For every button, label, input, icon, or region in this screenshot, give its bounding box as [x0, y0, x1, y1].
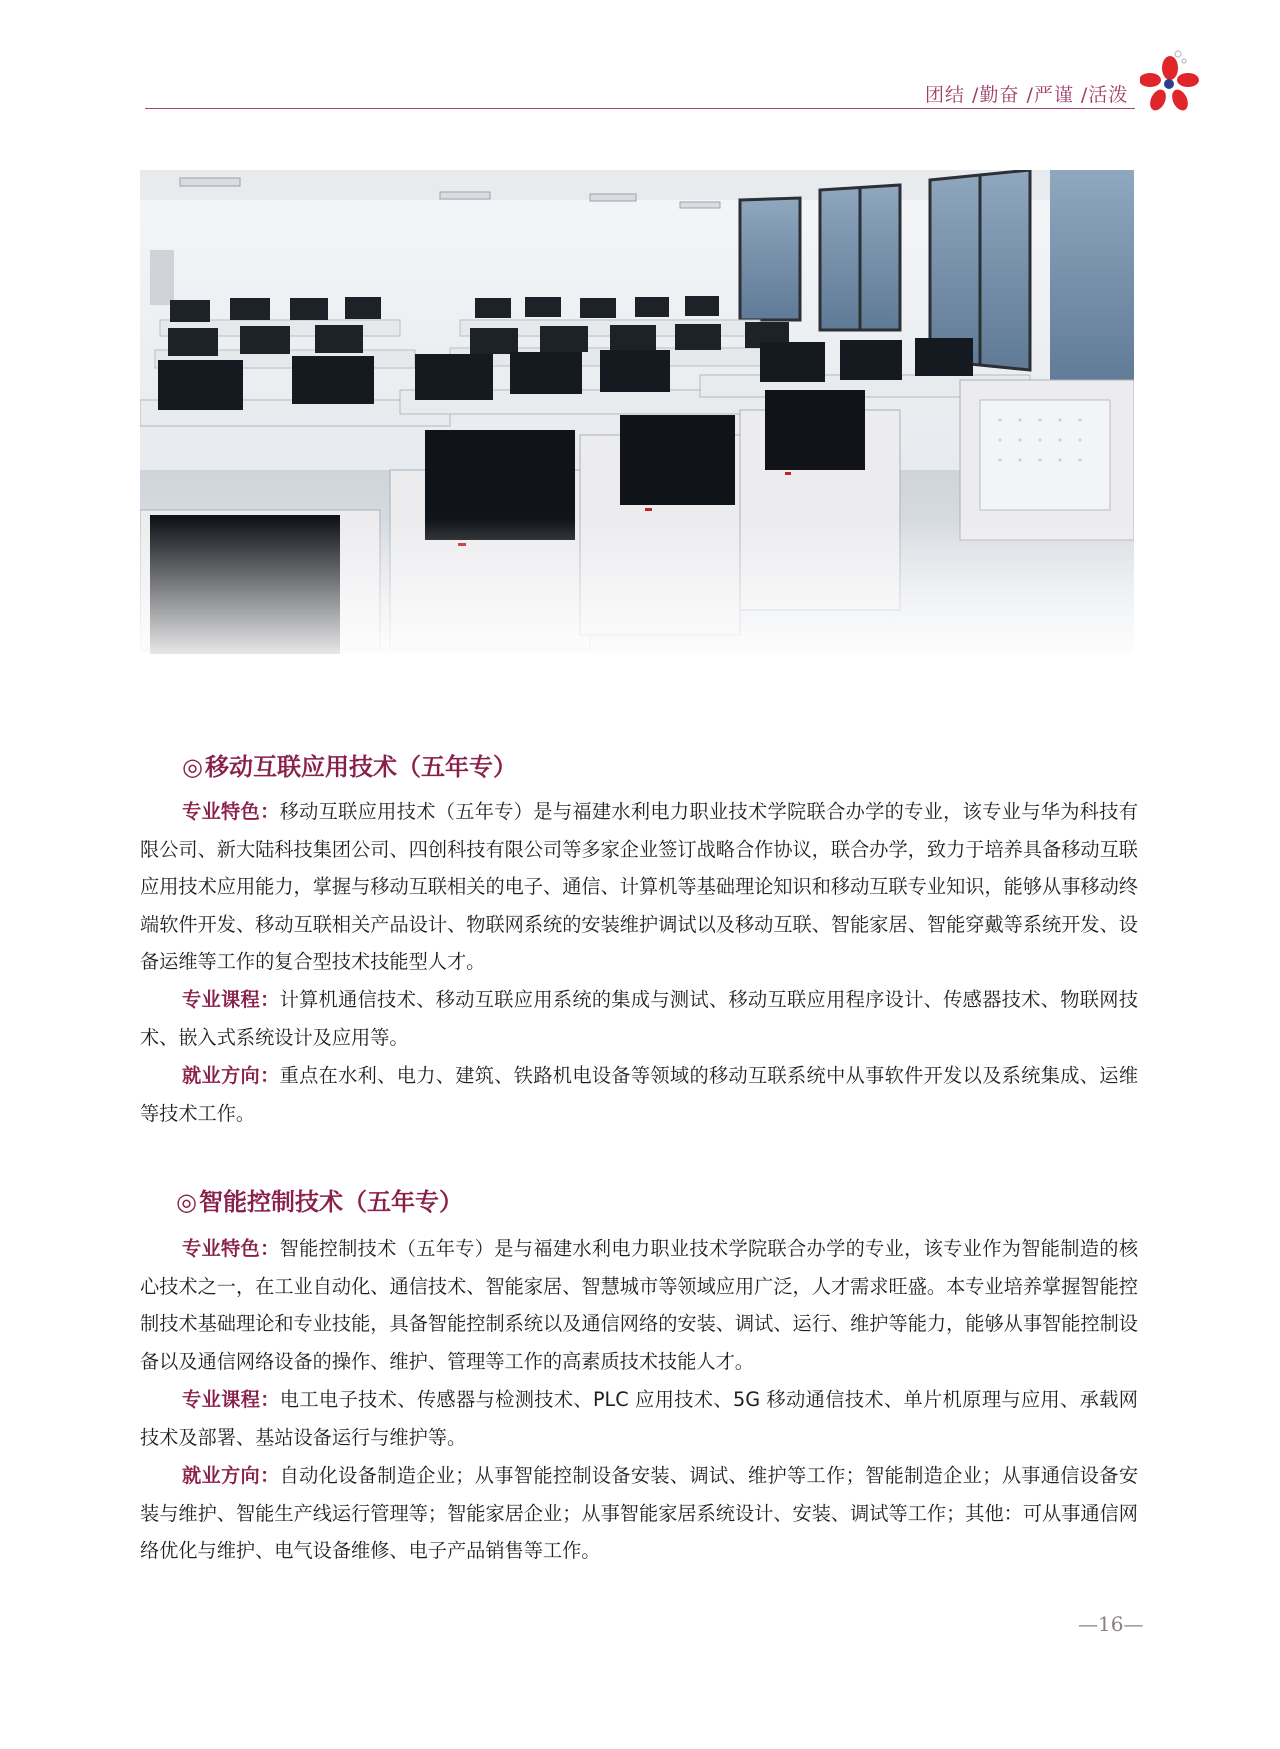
paragraph-label: 就业方向：	[182, 1464, 280, 1487]
paragraph-text: 重点在水利、电力、建筑、铁路机电设备等领域的移动互联系统中从事软件开发以及系统集成、运维等技术工作。	[140, 1064, 1139, 1125]
paragraph-feature	[140, 793, 1138, 981]
section-title-text: 智能控制技术（五年专）	[198, 1188, 463, 1216]
paragraph-feature	[140, 1230, 1138, 1380]
header-motto: 团结 /勤奋 /严谨 /活泼	[925, 84, 1129, 106]
double-circle-icon: ◎	[176, 1188, 197, 1216]
paragraph-text: 自动化设备制造企业；从事智能控制设备安装、调试、维护等工作；智能制造企业；从事通信设备安装与维护、智能生产线运行管理等；智能家居企业；从事智能家居系统设计、安装、调试等工作；其他：可从事通信网络优化与维护、电气设备维修、电子产品销售等工作。	[140, 1464, 1139, 1562]
paragraph-courses	[140, 1381, 1138, 1456]
header-rule	[145, 108, 1135, 109]
paragraph-text: 移动互联应用技术（五年专）是与福建水利电力职业技术学院联合办学的专业，该专业与华为科技有限公司、新大陆科技集团公司、四创科技有限公司等多家企业签订战略合作协议，联合办学，致力于培养具备移动互联应用技术应用能力，掌握与移动互联相关的电子、通信、计算机等基础理论知识和移动互联专业知识，能够从事移动终端软件开发、移动互联相关产品设计、物联网系统的安装维护调试以及移动互联、智能家居、智能穿戴等系统开发、设备运维等工作的复合型技术技能型人才。	[140, 800, 1139, 973]
paragraph-employment	[140, 1057, 1138, 1132]
paragraph-employment	[140, 1457, 1138, 1570]
paragraph-label: 就业方向：	[182, 1064, 280, 1087]
section-title-mobile-internet	[182, 747, 517, 782]
paragraph-text: 智能控制技术（五年专）是与福建水利电力职业技术学院联合办学的专业，该专业作为智能制造的核心技术之一，在工业自动化、通信技术、智能家居、智慧城市等领域应用广泛，人才需求旺盛。本专业培养掌握智能控制技术基础理论和专业技能，具备智能控制系统以及通信网络的安装、调试、运行、维护等能力，能够从事智能控制设备以及通信网络设备的操作、维护、管理等工作的高素质技术技能人才。	[140, 1237, 1139, 1373]
paragraph-label: 专业课程：	[182, 988, 280, 1011]
flower-logo-icon	[1140, 48, 1200, 116]
paragraph-label: 专业特色：	[182, 800, 280, 823]
double-circle-icon: ◎	[182, 753, 203, 781]
page-number: —16—	[1078, 1612, 1144, 1636]
paragraph-label: 专业课程：	[182, 1388, 280, 1411]
paragraph-text: 电工电子技术、传感器与检测技术、PLC 应用技术、5G 移动通信技术、单片机原理与应用、承载网技术及部署、基站设备运行与维护等。	[140, 1388, 1138, 1449]
section-title-text: 移动互联应用技术（五年专）	[204, 753, 517, 781]
computer-lab-photo	[140, 170, 1134, 654]
paragraph-courses	[140, 981, 1138, 1056]
paragraph-label: 专业特色：	[182, 1237, 280, 1260]
paragraph-text: 计算机通信技术、移动互联应用系统的集成与测试、移动互联应用程序设计、传感器技术、物联网技术、嵌入式系统设计及应用等。	[140, 988, 1139, 1049]
section-title-intelligent-control	[176, 1182, 463, 1217]
